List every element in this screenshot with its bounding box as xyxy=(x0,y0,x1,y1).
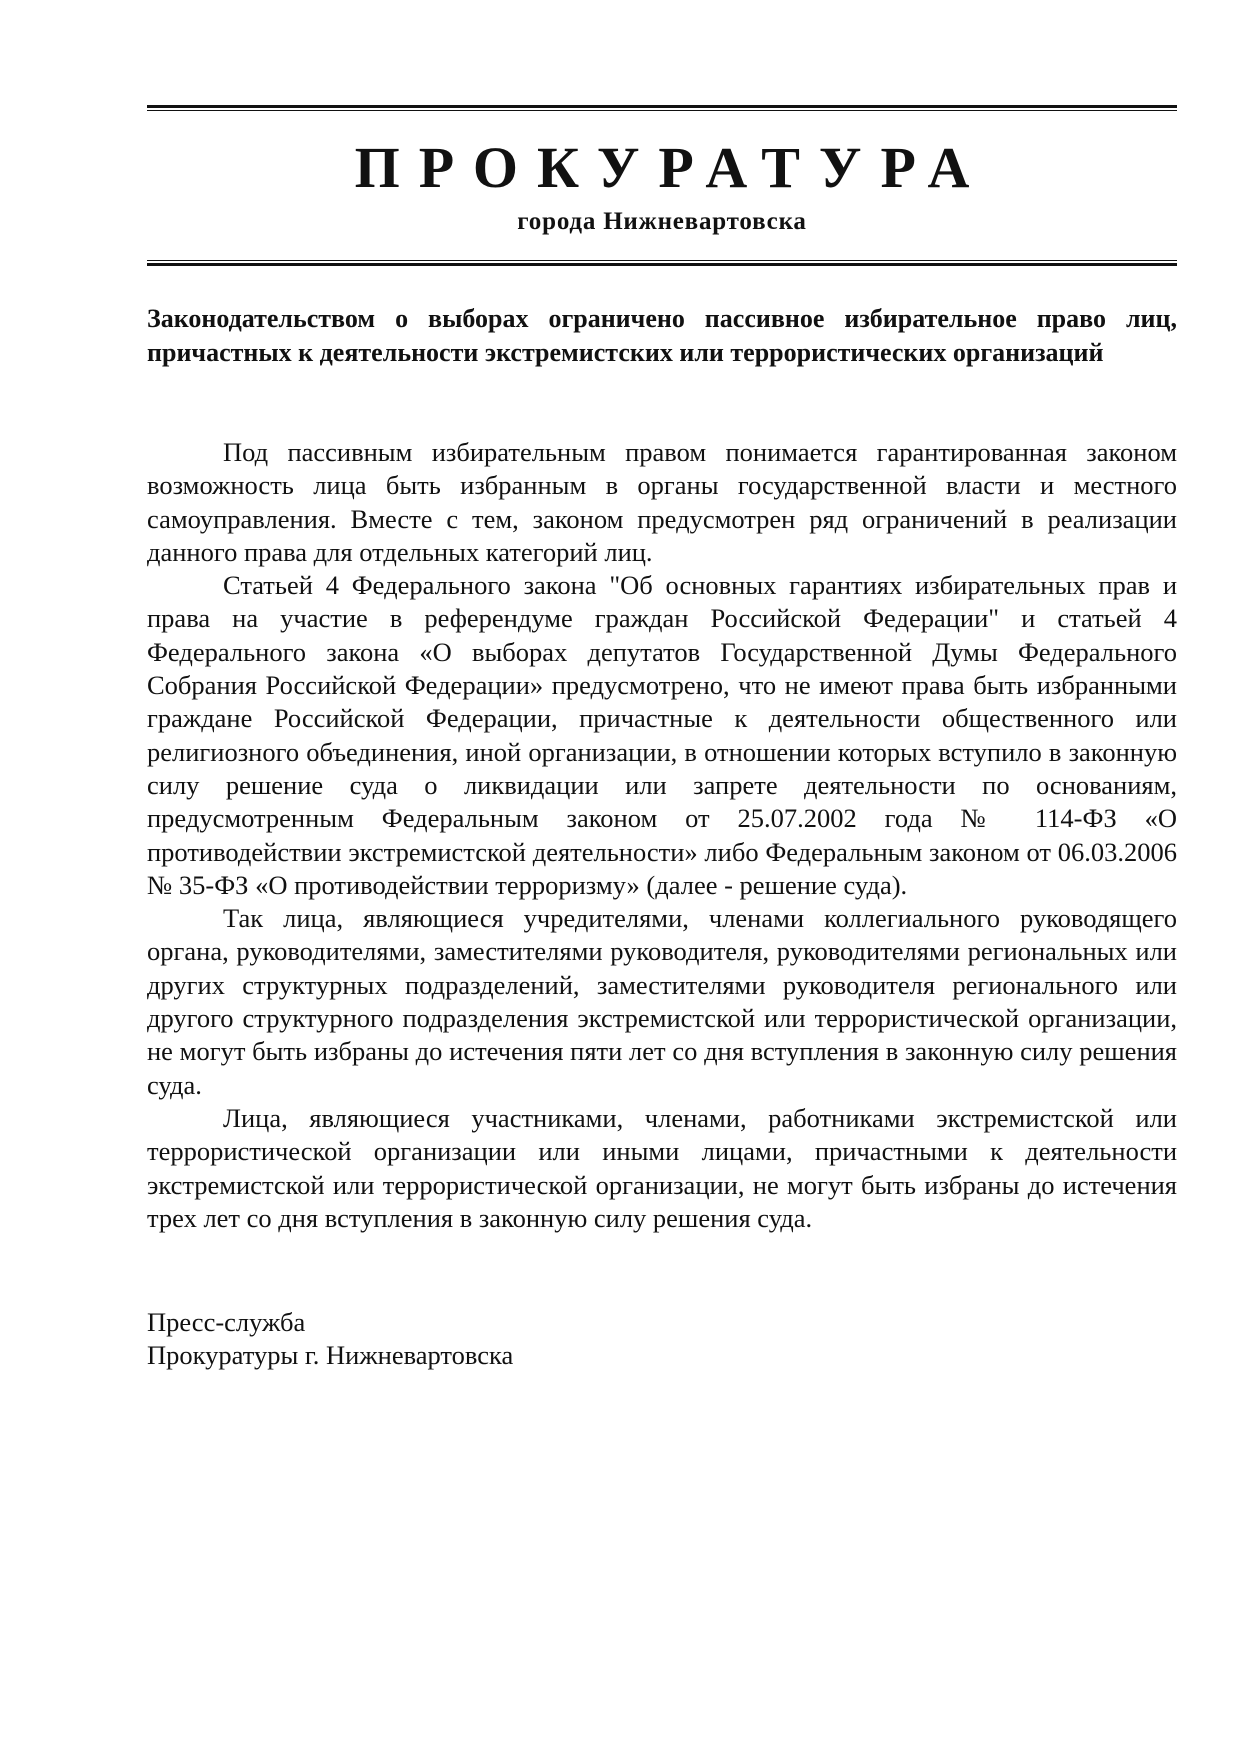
signature-line-office: Прокуратуры г. Нижневартовска xyxy=(147,1340,514,1371)
rule-thin-line xyxy=(147,110,1177,111)
article-body xyxy=(147,436,1177,1235)
header-rule-top xyxy=(147,105,1177,111)
article-headline: Законодательством о выборах ограничено пассивное избирательное право лиц, причастных к деятельности экстремистских или террористических организаций xyxy=(147,304,1177,367)
article-paragraph: Лица, являющиеся участниками, членами, работниками экстремистской или террористической организации или иными лицами, причастными к деятельности экстремистской или террористической организации, не могут быть избраны до истечения трех лет со дня вступления в законную силу решения суда. xyxy=(147,1102,1177,1233)
signature-line-press-service: Пресс-служба xyxy=(147,1307,306,1337)
rule-thick-line xyxy=(147,263,1177,266)
article-paragraph: Статьей 4 Федерального закона "Об основных гарантиях избирательных прав и права на участие в референдуме граждан Российской Федерации" и статьей 4 Федерального закона «О выборах депутатов Государственной Думы Федерального Собрания Российской Федерации» предусмотрено, что не имеют права быть избранными граждане Российской Федерации, причастные к деятельности общественного или религиозного объединения, иной организации, в отношении которых вступило в законную силу решение суда о ликвидации или запрете деятельности по основаниям, предусмотренным Федеральным законом от 25.07.2002 года № 114-ФЗ «О противодействии экстремистской деятельности» либо Федеральным законом от 06.03.2006 № 35-ФЗ «О противодействии терроризму» (далее - решение суда). xyxy=(147,570,1177,900)
signature-block xyxy=(147,1306,1177,1373)
article-paragraph: Так лица, являющиеся учредителями, членами коллегиального руководящего органа, руководителями, заместителями руководителя, руководителями региональных или других структурных подразделений, заместителями руководителя регионального или другого структурного подразделения экстремистской или террористической организации, не могут быть избраны до истечения пяти лет со дня вступления в законную силу решения суда. xyxy=(147,903,1177,1100)
organization-city: города Нижневартовска xyxy=(517,208,807,235)
rule-thin-line xyxy=(147,260,1177,261)
organization-name: ПРОКУРАТУРА xyxy=(354,135,989,200)
header-rule-bottom xyxy=(147,260,1177,266)
article-paragraph: Под пассивным избирательным правом понимается гарантированная законом возможность лица быть избранным в органы государственной власти и местного самоуправления. Вместе с тем, законом предусмотрен ряд ограничений в реализации данного права для отдельных категорий лиц. xyxy=(147,437,1177,567)
rule-thick-line xyxy=(147,105,1177,108)
